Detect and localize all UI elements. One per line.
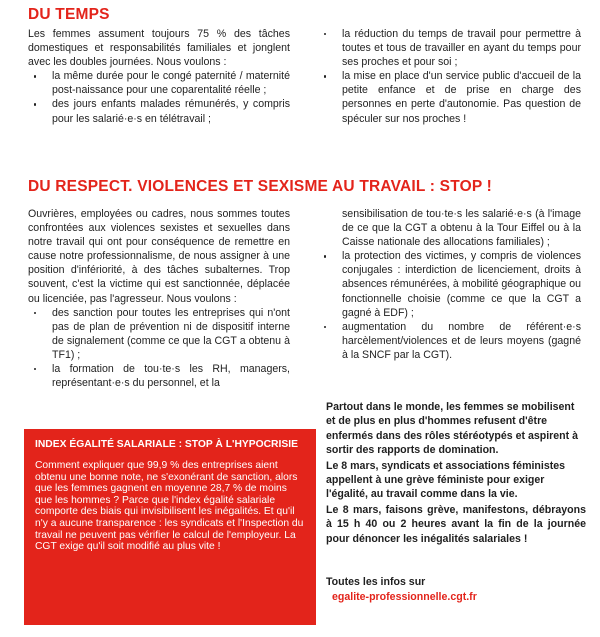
index-box-text: Comment expliquer que 99,9 % des entreprises aient obtenu une bonne note, ne s'exonérant de sanction, alors que les femmes gagnent en moyenne 28,7 % de moins que les hommes ? Parce que l'index égalité salariale comporte des biais qui invisibilisent les inégalités. Et qu'il n'y a aucune transparence : les syndicats et l'Inspection du travail ne peuvent pas vérifier le calcul de l'employeur. La CGT exige qu'il soit modifié au plus vite ! xyxy=(35,460,304,553)
respect-formation-continuation: sensibilisation de tou·te·s les salarié·e·s (à l'image de ce que la CGT a obtenu à la Tour Eiffel ou à la Caisse nationale des allocations familiales) ; xyxy=(342,208,581,249)
respect-item-formation: la formation de tou·te·s les RH, managers, représentant·e·s du personnel, et la xyxy=(28,362,290,390)
temps-item-conge: la même durée pour le congé paternité / maternité post-naissance pour une coparentalité réelle ; xyxy=(28,69,290,97)
closing-paragraph-2: Le 8 mars, syndicats et associations féministes appellent à une grève féministe pour exiger l'égalité, au travail comme dans la vie. xyxy=(326,459,566,501)
respect-item-referents: augmentation du nombre de référent·e·s harcèlement/violences et de leurs moyens (gagné à la SNCF par la CGT). xyxy=(318,320,581,362)
respect-right-column xyxy=(318,207,581,362)
respect-item-sanctions: des sanction pour toutes les entreprises qui n'ont pas de plan de prévention ni de dispositif interne de signalement (comme ce que la CGT a obtenu à TF1) ; xyxy=(28,306,290,362)
closing-paragraph-3: Le 8 mars, faisons grève, manifestons, débrayons à 15 h 40 ou 2 heures avant la fin de la journée pour dénoncer les inégalités salariales ! xyxy=(326,503,586,545)
temps-right-column xyxy=(318,27,581,126)
heading-du-temps: DU TEMPS xyxy=(28,6,110,23)
temps-left-column xyxy=(28,27,290,126)
index-egalite-box xyxy=(24,429,316,625)
index-box-title: INDEX ÉGALITÉ SALARIALE : STOP À L'HYPOCRISIE xyxy=(35,439,298,450)
respect-item-protection-victimes: la protection des victimes, y compris de violences conjugales : interdiction de licenciement, droits à absences rémunérées, à mobilité géographique ou fonctionnelle choisie (comme ce que la CGT a gagné à EDF) ; xyxy=(318,249,581,319)
heading-du-respect: DU RESPECT. VIOLENCES ET SEXISME AU TRAVAIL : STOP ! xyxy=(28,178,492,195)
cgt-website-link[interactable]: egalite-professionnelle.cgt.fr xyxy=(332,591,477,603)
respect-left-column xyxy=(28,207,290,390)
closing-paragraph-1: Partout dans le monde, les femmes se mobilisent et de plus en plus d'hommes refusent d'être enfermés dans des rôles stéréotypés et aspirent à sortir des rapports de domination. xyxy=(326,401,579,457)
closing-block xyxy=(326,400,586,547)
temps-intro: Les femmes assument toujours 75 % des tâches domestiques et responsabilités familiales et jonglent avec les doubles journées. Nous voulons : xyxy=(28,28,290,69)
respect-intro: Ouvrières, employées ou cadres, nous sommes toutes confrontées aux violences sexistes et sexuelles dans notre travail qui ont pour conséquence de remettre en cause notre professionnalisme, de nous assigner à une position d'infériorité, à des tâches subalternes. Trop souvent, c'est la victime qui est sanctionnée, déplacée ou licenciée, pas l'agresseur. Nous voulons : xyxy=(28,208,290,305)
temps-item-enfants-malades: des jours enfants malades rémunérés, y compris pour les salarié·e·s en télétravail ; xyxy=(28,97,290,125)
temps-item-service-public: la mise en place d'un service public d'accueil de la petite enfance et de prise en charge des personnes en perte d'autonomie. Pas question de spéculer sur nos proches ! xyxy=(318,69,581,125)
infos-label: Toutes les infos sur xyxy=(326,576,426,588)
temps-item-reduction-temps: la réduction du temps de travail pour permettre à toutes et tous de travailler en ayant du temps pour ses proches et pour soi ; xyxy=(318,27,581,69)
